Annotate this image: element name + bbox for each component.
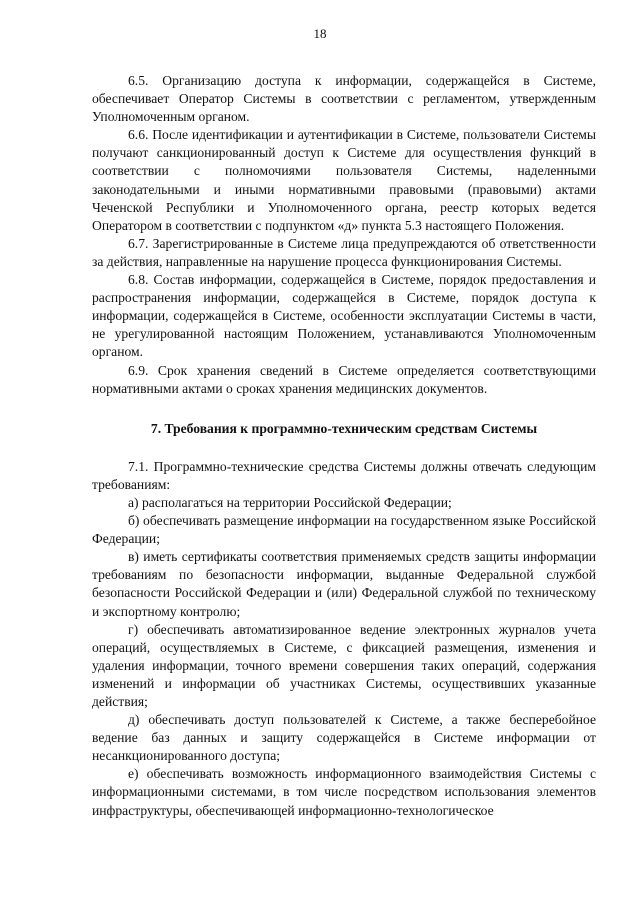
list-item-b: б) обеспечивать размещение информации на государственном языке Российской Федерации; (92, 513, 596, 547)
paragraph-6-8: 6.8. Состав информации, содержащейся в Системе, порядок предоставления и распространения информации, содержащейся в Системе, порядок доступа к информации, содержащейся в Системе, особенности эксплуатации Системы в части, не урегулированной настоящим Положением, устанавливаются Уполномоченным органом. (92, 272, 596, 360)
list-item-e: е) обеспечивать возможность информационного взаимодействия Системы с информационными системами, в том числе посредством использования элементов инфраструктуры, обеспечивающей информационно-технологическое (92, 766, 596, 818)
paragraph-7-1: 7.1. Программно-технические средства Системы должны отвечать следующим требованиям: (92, 458, 596, 492)
paragraph-6-5: 6.5. Организацию доступа к информации, содержащейся в Системе, обеспечивает Оператор Системы в соответствии с регламентом, утвержденным Уполномоченным органом. (92, 73, 596, 125)
page-number: 18 (313, 26, 327, 41)
document-body (92, 72, 596, 820)
paragraph-6-6: 6.6. После идентификации и аутентификации в Системе, пользователи Системы получают санкционированный доступ к Системе для осуществления функций в соответствии с полномочиями пользователя Системы, наделенными законодательными и иными нормативными правовыми (правовыми) актами Чеченской Республики и Уполномоченного органа, реестр которых ведется Оператором в соответствии с подпунктом «д» пункта 5.3 настоящего Положения. (92, 127, 596, 233)
list-item-g: г) обеспечивать автоматизированное ведение электронных журналов учета операций, осуществляемых в Системе, с фиксацией размещения, изменения и удаления информации, точного времени совершения таких операций, содержания изменений и информации об участниках Системы, осуществивших указанные действия; (92, 621, 596, 709)
list-item-a: а) располагаться на территории Российской Федерации; (128, 494, 452, 510)
paragraph-6-9: 6.9. Срок хранения сведений в Системе определяется соответствующими нормативными актами о сроках хранения медицинских документов. (92, 362, 596, 396)
section-heading: 7. Требования к программно-техническим средствам Системы (150, 420, 538, 436)
paragraph-6-7: 6.7. Зарегистрированные в Системе лица предупреждаются об ответственности за действия, направленные на нарушение процесса функционирования Системы. (92, 235, 596, 269)
list-item-d: д) обеспечивать доступ пользователей к Системе, а также бесперебойное ведение баз данных и защиту содержащейся в Системе информации от несанкционированного доступа; (92, 712, 596, 764)
list-item-v: в) иметь сертификаты соответствия применяемых средств защиты информации требованиям по безопасности информации, выданные Федеральной службой безопасности Российской Федерации и (или) Федеральной службой по техническому и экспортному контролю; (92, 549, 596, 619)
